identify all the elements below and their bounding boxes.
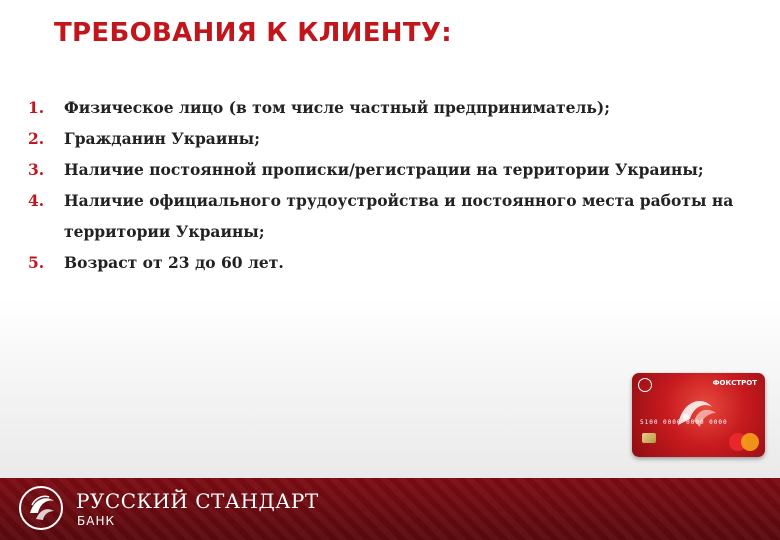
card-brand: ФОКСТРОТ (712, 379, 757, 387)
footer-bar (0, 478, 780, 540)
list-number: 1. (28, 98, 45, 117)
list-text: Физическое лицо (в том числе частный предприниматель); (64, 98, 610, 117)
mastercard-icon (729, 433, 759, 451)
list-text: Наличие официального трудоустройства и постоянного места работы на территории Украины; (64, 191, 734, 241)
list-item (28, 154, 768, 185)
credit-card-image (632, 373, 765, 457)
card-number: 5100 0000 0000 0000 (640, 419, 728, 426)
list-text: Возраст от 23 до 60 лет. (64, 253, 284, 272)
list-item (28, 185, 768, 247)
list-number: 5. (28, 253, 45, 272)
bank-subtitle: БАНК (77, 514, 115, 528)
list-item (28, 92, 768, 123)
bank-name: РУССКИЙ СТАНДАРТ (76, 489, 319, 513)
list-number: 3. (28, 160, 45, 179)
card-chip-icon (642, 433, 656, 443)
list-text: Наличие постоянной прописки/регистрации на территории Украины; (64, 160, 704, 179)
list-number: 4. (28, 191, 45, 210)
card-logo-icon (638, 378, 652, 392)
requirements-list (28, 92, 768, 278)
bank-emblem-icon (16, 483, 66, 533)
page-title: ТРЕБОВАНИЯ К КЛИЕНТУ: (54, 18, 452, 48)
list-item (28, 123, 768, 154)
list-text: Гражданин Украины; (64, 129, 260, 148)
list-item (28, 247, 768, 278)
list-number: 2. (28, 129, 45, 148)
